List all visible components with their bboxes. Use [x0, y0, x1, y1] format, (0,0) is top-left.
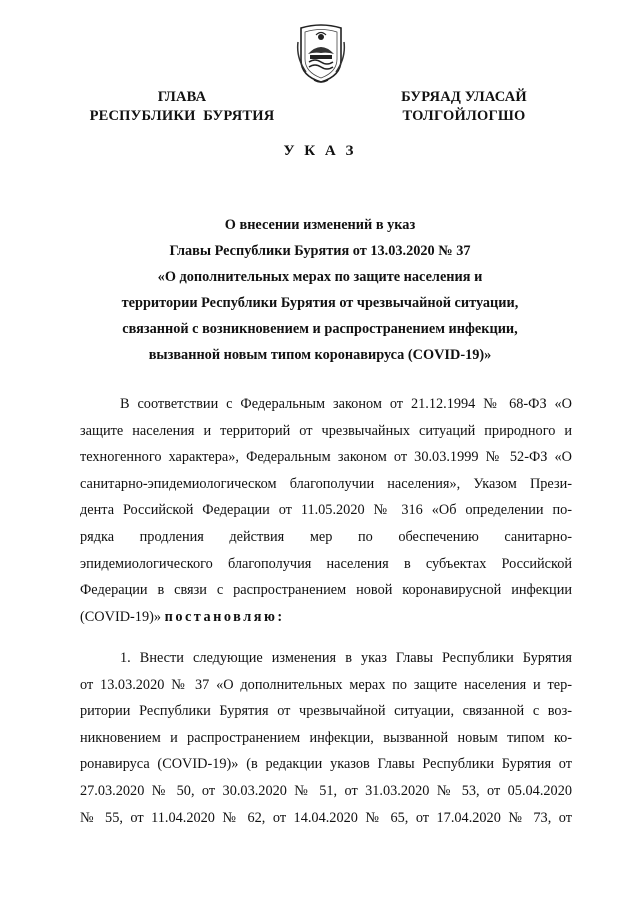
subject-line: связанной с возникновением и распространением инфекции, — [122, 321, 518, 337]
decree-subject — [100, 212, 540, 368]
resolution-word: постановляю: — [164, 608, 285, 625]
header-right — [364, 88, 564, 126]
text-line: санитарно-эпидемиологическом благополучии населения», Указом Прези- — [80, 475, 572, 492]
header-left — [72, 88, 292, 126]
text-line: эпидемиологического благополучия населения в субъектах Российской — [80, 555, 572, 572]
header-left-line1: ГЛАВА — [157, 89, 207, 105]
subject-line: Главы Республики Бурятия от 13.03.2020 № 37 — [169, 243, 471, 259]
text-line: никновением и распространением инфекции, вызванной новым типом ко- — [80, 729, 572, 746]
text-line: ритории Республики Бурятия от чрезвычайной ситуации, связанной с воз- — [80, 703, 572, 720]
subject-line: территории Республики Бурятия от чрезвычайной ситуации, — [121, 295, 519, 311]
text-line: защите населения и территорий от чрезвычайных ситуаций природного и — [80, 422, 572, 439]
document-type: У К А З — [283, 143, 357, 159]
text-line: техногенного характера», Федеральным законом от 30.03.1999 № 52-ФЗ «О — [80, 449, 572, 466]
text-line: 27.03.2020 № 50, от 30.03.2020 № 51, от 31.03.2020 № 53, от 05.04.2020 — [80, 782, 572, 799]
subject-line: О внесении изменений в указ — [224, 217, 416, 233]
header-left-line2: РЕСПУБЛИКИ БУРЯТИЯ — [89, 108, 275, 124]
text-line: рядка продления действия мер по обеспечению санитарно- — [80, 528, 572, 545]
header-right-line2: ТОЛГОЙЛОГШО — [402, 108, 526, 124]
text-line: № 55, от 11.04.2020 № 62, от 14.04.2020 № 65, от 17.04.2020 № 73, от — [80, 809, 572, 826]
subject-line: вызванной новым типом коронавируса (COVID-19)» — [148, 347, 492, 363]
text-line: Федерации в связи с распространением новой коронавирусной инфекции — [80, 582, 572, 599]
text-line — [80, 604, 572, 631]
coat-of-arms-icon — [296, 22, 346, 84]
preamble-paragraph — [80, 391, 572, 630]
text-fragment: (COVID-19)» — [80, 608, 165, 625]
header-right-line1: БУРЯАД УЛАСАЙ — [401, 89, 527, 105]
text-line: 1. Внести следующие изменения в указ Главы Республики Бурятия — [120, 650, 572, 666]
text-line: В соответствии с Федеральным законом от 21.12.1994 № 68-ФЗ «О — [120, 396, 572, 412]
text-line: ронавируса (COVID-19)» (в редакции указов Главы Республики Бурятия от — [80, 756, 572, 773]
clause-1-paragraph — [80, 645, 572, 831]
text-line: от 13.03.2020 № 37 «О дополнительных мерах по защите населения и тер- — [80, 676, 572, 693]
text-line: дента Российской Федерации от 11.05.2020 № 316 «Об определении по- — [80, 502, 572, 519]
subject-line: «О дополнительных мерах по защите населения и — [157, 269, 483, 285]
